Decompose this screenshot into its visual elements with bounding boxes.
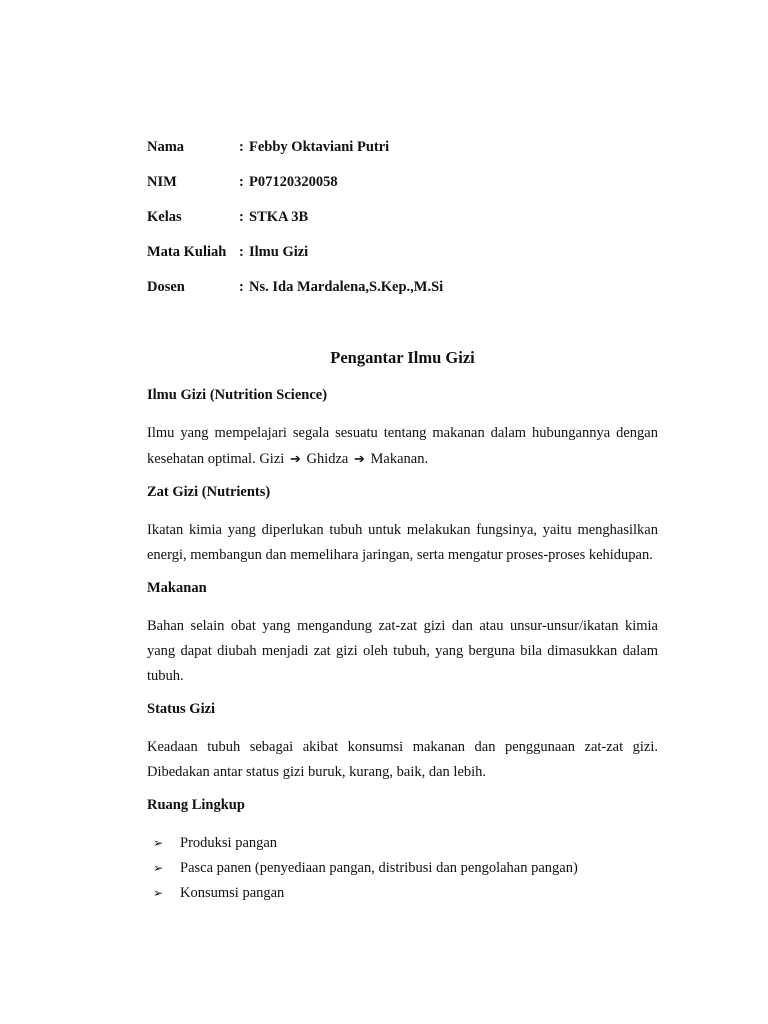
arrow-right-icon: ➔: [353, 451, 365, 466]
identity-separator: :: [239, 279, 244, 295]
list-item: [147, 881, 658, 906]
section-heading-status-gizi: Status Gizi: [147, 701, 216, 717]
section-text-zat-gizi: Ikatan kimia yang diperlukan tubuh untuk melakukan fungsinya, yaitu menghasilkan energi, membangun dan memelihara jaringan, serta mengatur proses-proses kehidupan.: [147, 522, 658, 563]
identity-block: [147, 137, 443, 312]
section-text-ilmu-gizi: [147, 421, 658, 472]
section-text-status-gizi: Keadaan tubuh sebagai akibat konsumsi makanan dan penggunaan zat-zat gizi. Dibedakan antar status gizi buruk, kurang, baik, dan lebih.: [147, 739, 658, 780]
list-item-text: Konsumsi pangan: [180, 885, 285, 901]
identity-value: STKA 3B: [249, 209, 309, 225]
document-content: [147, 346, 658, 906]
identity-value: P07120320058: [249, 174, 338, 190]
identity-row-mata-kuliah: [147, 242, 443, 277]
arrow-right-icon: ➔: [289, 451, 301, 466]
identity-row-nim: [147, 172, 443, 207]
identity-value: Febby Oktaviani Putri: [249, 139, 390, 155]
identity-label: Mata Kuliah: [147, 244, 227, 260]
document-title: Pengantar Ilmu Gizi: [330, 348, 475, 367]
section-text-makanan: Bahan selain obat yang mengandung zat-zat gizi dan atau unsur-unsur/ikatan kimia yang dapat diubah menjadi zat gizi oleh tubuh, yang berguna bila dimasukkan dalam tubuh.: [147, 618, 658, 684]
identity-separator: :: [239, 209, 244, 225]
section-heading-makanan: Makanan: [147, 580, 207, 596]
list-item: [147, 831, 658, 856]
identity-separator: :: [239, 139, 244, 155]
list-item-text: Produksi pangan: [180, 835, 278, 851]
list-item-text: Pasca panen (penyediaan pangan, distribusi dan pengolahan pangan): [180, 860, 578, 876]
section-heading-ruang-lingkup: Ruang Lingkup: [147, 797, 245, 813]
ruang-lingkup-list: [147, 831, 658, 906]
identity-separator: :: [239, 174, 244, 190]
identity-label: NIM: [147, 174, 177, 190]
identity-label: Dosen: [147, 279, 185, 295]
identity-row-dosen: [147, 277, 443, 312]
identity-value: Ns. Ida Mardalena,S.Kep.,M.Si: [249, 279, 444, 295]
identity-label: Kelas: [147, 209, 182, 225]
arrowhead-bullet-icon: ➢: [153, 861, 164, 875]
section-heading-zat-gizi: Zat Gizi (Nutrients): [147, 484, 271, 500]
ilmu-gizi-text-part-3: Makanan.: [370, 451, 429, 467]
section-heading-ilmu-gizi: Ilmu Gizi (Nutrition Science): [147, 387, 328, 403]
identity-separator: :: [239, 244, 244, 260]
arrowhead-bullet-icon: ➢: [153, 836, 164, 850]
identity-row-nama: [147, 137, 443, 172]
ilmu-gizi-text-part-2: Ghidza: [306, 451, 349, 467]
identity-label: Nama: [147, 139, 185, 155]
arrowhead-bullet-icon: ➢: [153, 886, 164, 900]
identity-value: Ilmu Gizi: [249, 244, 309, 260]
list-item: [147, 856, 658, 881]
ilmu-gizi-text-part-1: Ilmu yang mempelajari segala sesuatu tentang makanan dalam hubungannya dengan kesehatan optimal. Gizi: [147, 425, 658, 467]
identity-row-kelas: [147, 207, 443, 242]
